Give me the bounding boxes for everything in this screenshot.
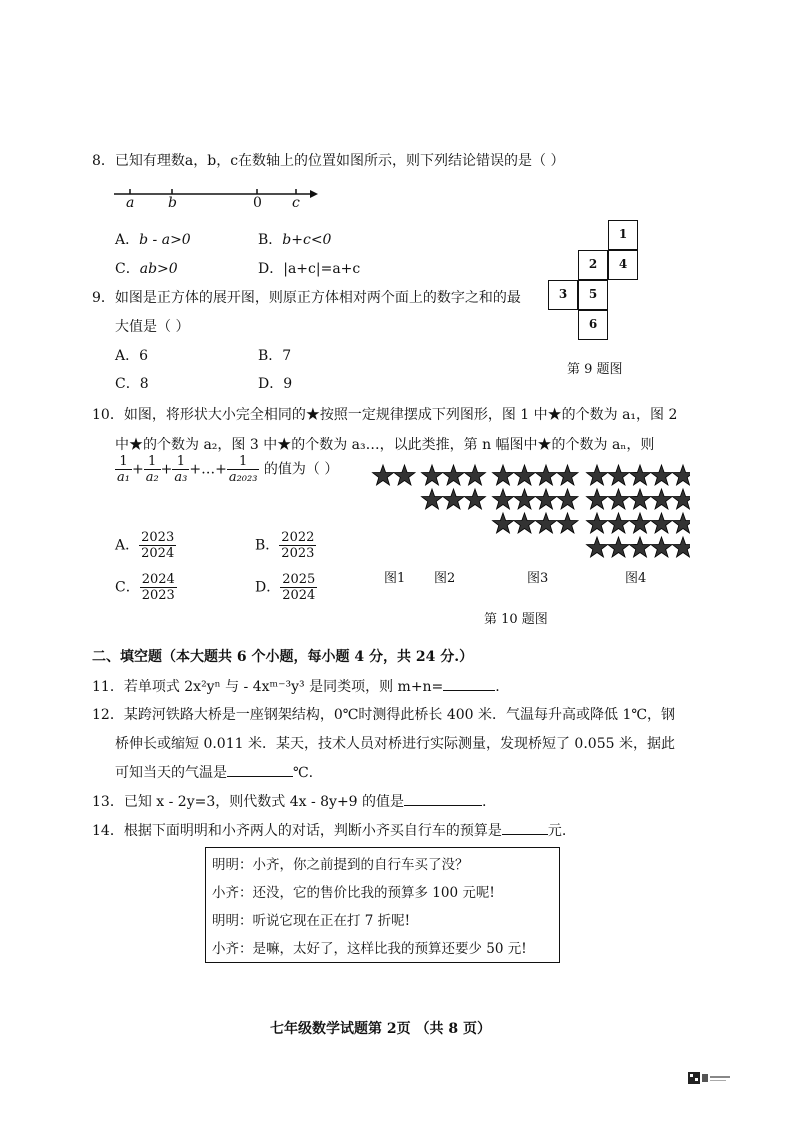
star-icon — [514, 465, 535, 485]
star-icon — [465, 489, 486, 509]
star-icon — [587, 465, 608, 485]
q10-sum-expression: $\frac{1}{\text{a₁}}$ + $\frac{1}{\text{a₂}}$ + $\frac{1}{\text{a₃}}$ +…+ $\frac{1}{\text{a₂₀₂₃}}$ 的值为（ ） — [117, 454, 339, 485]
star-icon — [493, 465, 514, 485]
q8-option-b: B．b+c<0 — [258, 232, 332, 248]
star-icon — [651, 513, 672, 533]
star-icon — [608, 537, 629, 557]
q12-line3: 可知当天的气温是 ℃. — [115, 762, 313, 782]
q10-line2: 中★的个数为 a₂，图 3 中★的个数为 a₃…，以此类推，第 n 幅图中★的个数为 aₙ，则 — [115, 437, 655, 453]
q10-option-d: D． $\frac{2025}{2024}$ — [255, 572, 316, 603]
fig-label-2: 图2 — [434, 571, 456, 586]
star-icon — [587, 513, 608, 533]
star-icon — [493, 489, 514, 509]
q9-option-c: C．8 — [115, 376, 149, 392]
q10-caption: 第 10 题图 — [484, 612, 548, 627]
star-icon — [557, 489, 578, 509]
star-icon — [608, 513, 629, 533]
q11: 11．若单项式 2x²yⁿ 与 - 4xᵐ⁻³y³ 是同类项，则 m+n= . — [92, 676, 500, 696]
fig-label-3: 图3 — [527, 571, 549, 586]
q13-answer-blank[interactable] — [404, 791, 482, 806]
axis-label-a: a — [126, 195, 135, 211]
q12-line1: 12．某跨河铁路大桥是一座钢架结构，0℃时测得此桥长 400 米．气温每升高或降低 1℃，钢 — [92, 707, 676, 723]
q12-answer-blank[interactable] — [227, 762, 293, 777]
star-icon — [630, 513, 651, 533]
q14-answer-blank[interactable] — [502, 820, 548, 835]
axis-label-c: c — [292, 195, 300, 211]
dialog-line-1: 明明：小齐，你之前提到的自行车买了没？ — [212, 857, 469, 873]
star-icon — [608, 489, 629, 509]
star-icon — [673, 537, 691, 557]
star-icon — [673, 513, 691, 533]
net-cell-4: 4 — [608, 250, 638, 280]
q8-number-line — [110, 180, 320, 216]
figure-3-stars — [493, 465, 579, 533]
star-icon — [587, 537, 608, 557]
q9-stem-line2: 大值是（ ） — [115, 319, 190, 335]
q14-dialog-box — [205, 847, 560, 963]
net-cell-1: 1 — [608, 220, 638, 250]
star-icon — [514, 513, 535, 533]
q9-stem-line1: 9．如图是正方体的展开图，则原正方体相对两个面上的数字之和的最 — [92, 290, 521, 306]
frac-term-1: $\frac{1}{\text{a₁}}$ — [117, 454, 130, 485]
star-icon — [587, 489, 608, 509]
q10-option-a: A． $\frac{2023}{2024}$ — [115, 530, 175, 561]
net-cell-5: 5 — [578, 280, 608, 310]
star-icon — [651, 537, 672, 557]
net-cell-3: 3 — [548, 280, 578, 310]
dialog-line-2: 小齐：还没，它的售价比我的预算多 100 元呢! — [212, 885, 495, 901]
q9-caption: 第 9 题图 — [567, 362, 623, 377]
q13: 13．已知 x - 2y=3，则代数式 4x - 8y+9 的值是 . — [92, 791, 487, 811]
star-icon — [630, 465, 651, 485]
star-icon — [422, 489, 443, 509]
figure-1-stars — [373, 465, 416, 485]
star-icon — [557, 465, 578, 485]
axis-label-0: 0 — [253, 195, 262, 211]
star-icon — [673, 489, 691, 509]
q8-option-a: A．b - a>0 — [115, 232, 191, 248]
star-icon — [373, 465, 394, 485]
frac-term-2: $\frac{1}{\text{a₂}}$ — [145, 454, 159, 485]
star-icon — [514, 489, 535, 509]
q12-line2: 桥伸长或缩短 0.011 米．某天，技术人员对桥进行实际测量，发现桥短了 0.055 米，据此 — [115, 736, 675, 752]
star-icon — [608, 465, 629, 485]
figure-4-stars — [587, 465, 691, 557]
frac-term-4: $\frac{1}{\text{a₂₀₂₃}}$ — [228, 454, 258, 485]
star-figures — [370, 462, 690, 562]
star-icon — [443, 489, 464, 509]
q9-option-b: B．7 — [258, 348, 292, 364]
frac-term-3: $\frac{1}{\text{a₃}}$ — [174, 454, 188, 485]
q11-answer-blank[interactable] — [443, 676, 495, 691]
figure-2-stars — [422, 465, 486, 509]
q8-option-d: D．|a+c|=a+c — [258, 261, 361, 277]
dialog-line-4: 小齐：是嘛，太好了，这样比我的预算还要少 50 元! — [212, 941, 527, 957]
star-icon — [630, 489, 651, 509]
q9-option-a: A．6 — [115, 348, 149, 364]
dialog-line-3: 明明：听说它现在正在打 7 折呢! — [212, 913, 411, 929]
star-icon — [536, 465, 557, 485]
net-cell-2: 2 — [578, 250, 608, 280]
page-footer: 七年级数学试题第 2页 （共 8 页） — [270, 1021, 491, 1037]
star-icon — [673, 465, 691, 485]
star-icon — [422, 465, 443, 485]
fig-label-4: 图4 — [625, 571, 647, 586]
star-icon — [536, 513, 557, 533]
star-icon — [394, 465, 415, 485]
star-icon — [536, 489, 557, 509]
q8-option-c: C．ab>0 — [115, 261, 178, 277]
q8-stem: 8．已知有理数a，b，c在数轴上的位置如图所示，则下列结论错误的是（ ） — [92, 153, 565, 169]
star-icon — [465, 465, 486, 485]
fig-label-1: 图1 — [384, 571, 406, 586]
star-icon — [630, 537, 651, 557]
q10-option-b: B． $\frac{2022}{2023}$ — [255, 530, 315, 561]
section-2-heading: 二、填空题（本大题共 6 个小题，每小题 4 分，共 24 分.） — [92, 649, 474, 665]
axis-label-b: b — [168, 195, 177, 211]
qr-code-icon — [688, 1072, 732, 1086]
q9-option-d: D．9 — [258, 376, 293, 392]
star-icon — [557, 513, 578, 533]
q14: 14．根据下面明明和小齐两人的对话，判断小齐买自行车的预算是 元. — [92, 820, 566, 840]
net-cell-6: 6 — [578, 310, 608, 340]
star-icon — [493, 513, 514, 533]
star-icon — [651, 465, 672, 485]
star-icon — [651, 489, 672, 509]
star-icon — [443, 465, 464, 485]
q10-option-c: C． $\frac{2024}{2023}$ — [115, 572, 175, 603]
q10-line1: 10．如图，将形状大小完全相同的★按照一定规律摆成下列图形，图 1 中★的个数为 a₁，图 2 — [92, 407, 678, 423]
